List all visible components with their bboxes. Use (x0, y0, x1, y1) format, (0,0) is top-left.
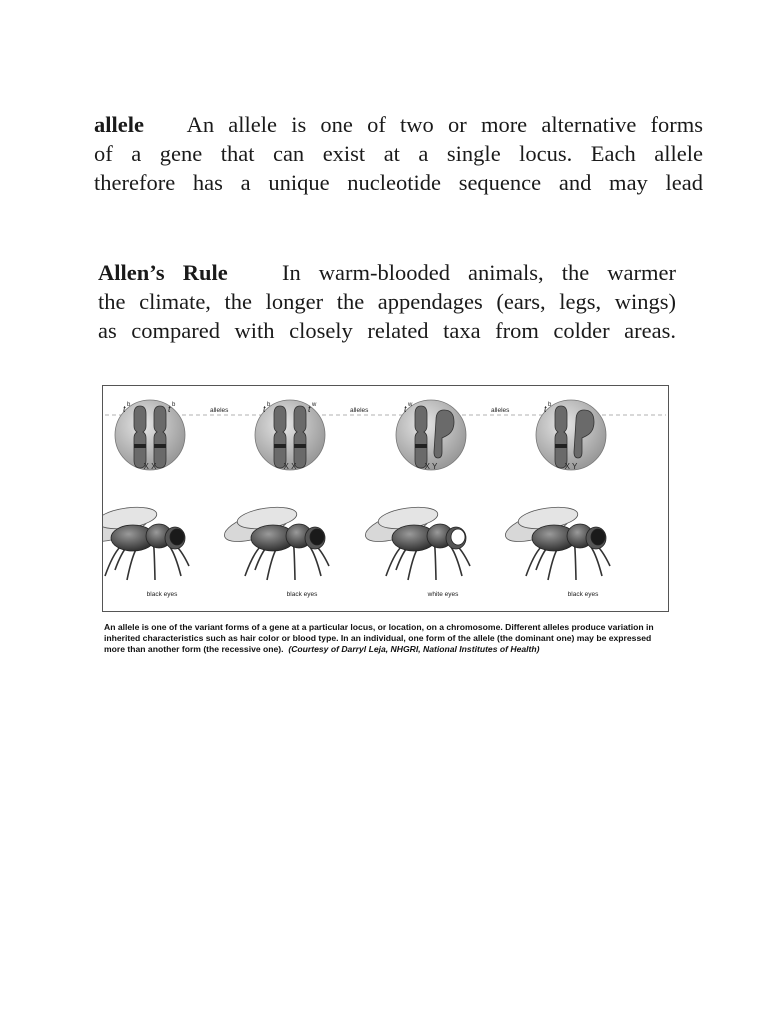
caption-credit: (Courtesy of Darryl Leja, NHGRI, National Institutes of Health) (288, 644, 540, 654)
panel (103, 400, 229, 598)
gene-symbol: t (168, 404, 171, 414)
gene-symbol: t (308, 404, 311, 414)
allele-superscript: b (127, 402, 131, 408)
white-eye (451, 529, 465, 545)
allele-superscript: w (312, 402, 317, 408)
x-chromosome (555, 406, 567, 468)
entry-line-2: of a gene that can exist at a single locus. Each allele (94, 141, 703, 166)
gene-band (415, 444, 427, 448)
panel (221, 400, 369, 598)
entry-text: In warm-blooded animals, the warmer (281, 260, 677, 285)
panel (362, 400, 510, 598)
gene-band (294, 444, 306, 448)
black-eye (170, 529, 184, 545)
entry-line-1 (98, 258, 676, 287)
entry-term: allele (94, 112, 144, 137)
alleles-label: alleles (491, 407, 510, 414)
eye-color-label: white eyes (427, 591, 459, 598)
x-chromosome (415, 406, 427, 468)
x-chromosome (274, 406, 286, 468)
entry-line-1 (94, 110, 703, 139)
fly-leg (293, 544, 295, 580)
gene-band (154, 444, 166, 448)
entry-text: An allele is one of two or more alternative forms (186, 112, 704, 137)
figure-caption (104, 622, 664, 655)
allele-illustration (103, 386, 668, 611)
fly-leg (574, 544, 576, 580)
sex-chromosomes-label: X X (143, 462, 157, 471)
entry-line-3: as compared with closely related taxa from colder areas. (98, 318, 676, 343)
allele-superscript: w (408, 402, 413, 408)
black-eye (310, 529, 324, 545)
allele-superscript: b (172, 402, 176, 408)
fly-leg (153, 544, 155, 580)
eye-color-label: black eyes (146, 591, 178, 598)
eye-color-label: black eyes (567, 591, 599, 598)
eye-color-label: black eyes (286, 591, 318, 598)
gene-band (274, 444, 286, 448)
entry-line-2: the climate, the longer the appendages (ears, legs, wings) (98, 289, 676, 314)
fly-leg (434, 544, 436, 580)
entry-allele (94, 110, 703, 197)
x-chromosome (294, 406, 306, 468)
allele-superscript: b (548, 402, 552, 408)
allele-figure (102, 385, 669, 612)
entry-term: Allen’s Rule (98, 260, 228, 285)
sex-chromosomes-label: X Y (424, 462, 438, 471)
entry-allens-rule (98, 258, 676, 345)
gene-symbol: t (404, 404, 407, 414)
gene-symbol: t (263, 404, 266, 414)
entry-line-3: therefore has a unique nucleotide sequence and may lead (94, 170, 703, 195)
gene-symbol: t (123, 404, 126, 414)
black-eye (591, 529, 605, 545)
alleles-label: alleles (350, 407, 369, 414)
sex-chromosomes-label: X X (283, 462, 297, 471)
caption-text: An allele is one of the variant forms of a gene at a particular locus, or location, on a chromosome. Different alleles produce variation in inherited characteristics such as hair color or blood type. In an individual, one form of the allele (the dominant one) may be expressed more than another form (the recessive one). (104, 622, 654, 654)
panel (502, 400, 610, 598)
alleles-label: alleles (210, 407, 229, 414)
sex-chromosomes-label: X Y (564, 462, 578, 471)
x-chromosome (154, 406, 166, 468)
allele-superscript: b (267, 402, 271, 408)
gene-band (134, 444, 146, 448)
gene-symbol: t (544, 404, 547, 414)
x-chromosome (134, 406, 146, 468)
gene-band (555, 444, 567, 448)
